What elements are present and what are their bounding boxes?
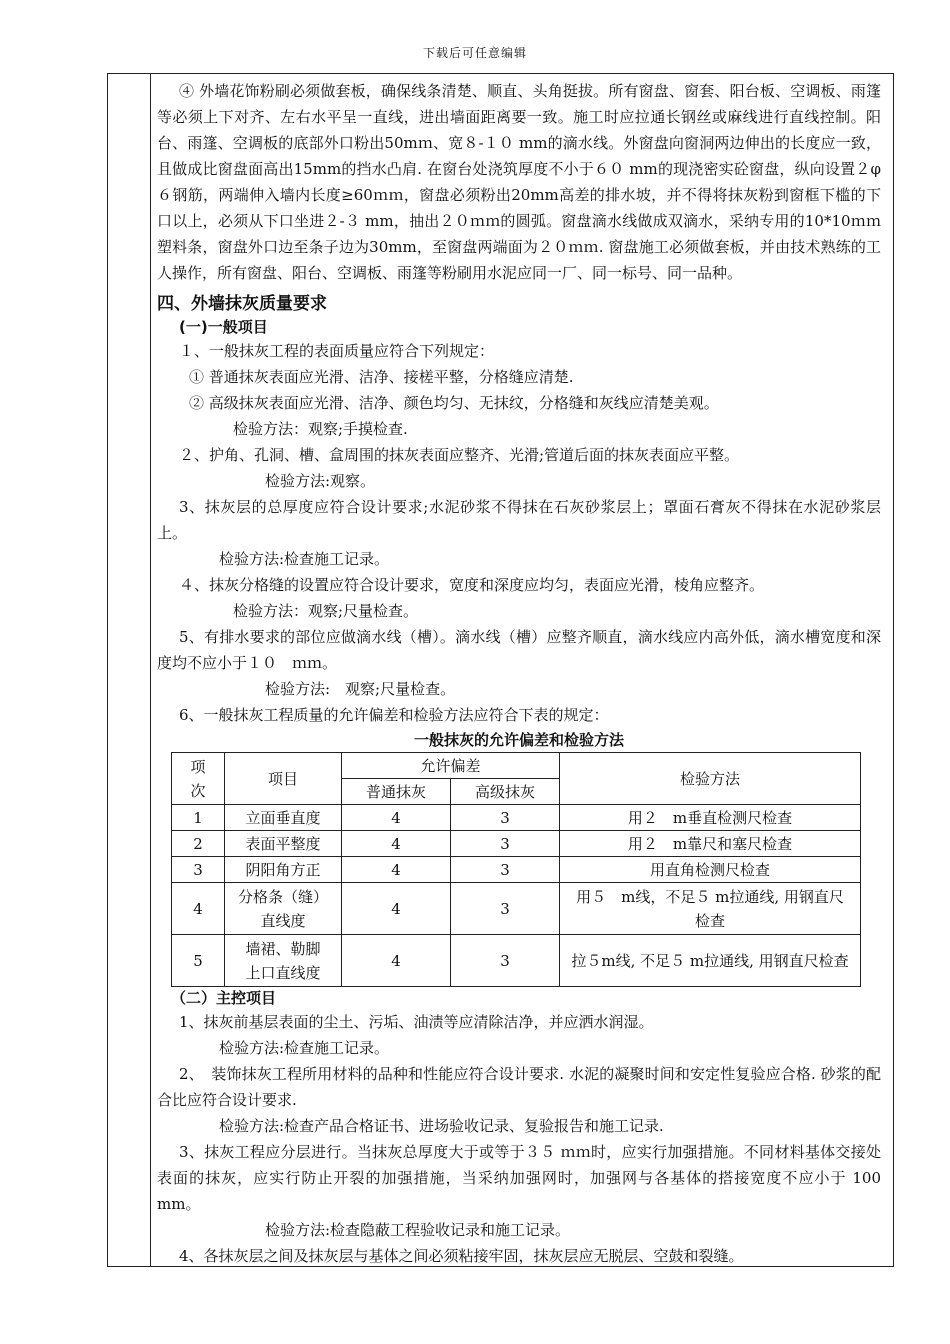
general-item-1a: ① 普通抹灰表面应光滑、洁净、接槎平整，分格缝应清楚.	[189, 368, 574, 386]
table-row	[172, 935, 861, 987]
general-item-5-check: 检验方法: 观察;尺量检查。	[265, 680, 456, 698]
main-item-2: 2、 装饰抹灰工程所用材料的品种和性能应符合设计要求. 水泥的凝聚时间和安定性复验应合格. 砂浆的配合比应符合设计要求.	[157, 1065, 881, 1109]
row-normal: 4	[342, 883, 451, 935]
main-item-1: 1、抹灰前基层表面的尘土、污垢、油渍等应清除洁净，并应洒水润湿。	[179, 1013, 654, 1031]
general-item-1: １、一般抹灰工程的表面质量应符合下列规定：	[179, 342, 495, 360]
row-normal: 4	[342, 805, 451, 831]
main-item-1-check: 检验方法:检查施工记录。	[219, 1039, 390, 1057]
table-title: 一般抹灰的允许偏差和检验方法	[413, 731, 624, 749]
main-item-2-check: 检验方法:检查产品合格证书、进场验收记录、复验报告和施工记录.	[219, 1117, 664, 1135]
row-advanced: 3	[451, 805, 560, 831]
row-advanced: 3	[451, 831, 560, 857]
header-tolerance: 允许偏差	[342, 753, 560, 779]
row-method: 用直角检测尺检查	[560, 857, 861, 883]
row-item: 分格条（缝） 直线度	[225, 883, 342, 935]
general-item-2-check: 检验方法:观察。	[265, 472, 376, 490]
page-header: 下载后可任意编辑	[422, 46, 527, 60]
general-item-4: ４、抹灰分格缝的设置应符合设计要求，宽度和深度应均匀，表面应光滑，棱角应整齐。	[179, 576, 765, 594]
tolerance-table	[171, 752, 861, 987]
table-row	[172, 883, 861, 935]
row-seq: 2	[172, 831, 225, 857]
row-normal: 4	[342, 831, 451, 857]
table-header-row	[172, 753, 861, 779]
main-item-4: 4、各抹灰层之间及抹灰层与基体之间必须粘接牢固，抹灰层应无脱层、空鼓和裂缝。	[179, 1247, 744, 1265]
general-item-1-check: 检验方法：观察;手摸检查.	[233, 420, 408, 438]
row-method: 拉５m线, 不足５ m拉通线, 用钢直尺检查	[560, 935, 861, 987]
row-seq: 5	[172, 935, 225, 987]
row-method: 用２ m垂直检测尺检查	[560, 805, 861, 831]
header-method: 检验方法	[560, 753, 861, 805]
table-row	[172, 831, 861, 857]
general-item-3-check: 检验方法:检查施工记录。	[219, 550, 390, 568]
table-row	[172, 805, 861, 831]
header-seq: 项 次	[172, 753, 225, 805]
general-item-1b: ② 高级抹灰表面应光滑、洁净、颜色均匀、无抹纹，分格缝和灰线应清楚美观。	[189, 394, 719, 412]
main-items-title: （二）主控项目	[171, 989, 277, 1007]
general-item-4-check: 检验方法：观察;尺量检查。	[233, 602, 419, 620]
row-seq: 4	[172, 883, 225, 935]
row-item: 墙裙、勒脚 上口直线度	[225, 935, 342, 987]
row-normal: 4	[342, 935, 451, 987]
general-item-2: ２、护角、孔洞、槽、盒周围的抹灰表面应整齐、光滑;管道后面的抹灰表面应平整。	[179, 446, 740, 464]
header-item: 项目	[225, 753, 342, 805]
general-item-3: 3、抹灰层的总厚度应符合设计要求;水泥砂浆不得抹在石灰砂浆层上；罩面石膏灰不得抹在水泥砂浆层上。	[157, 498, 881, 542]
row-advanced: 3	[451, 883, 560, 935]
left-column-divider	[150, 74, 151, 1266]
general-item-6: 6、一般抹灰工程质量的允许偏差和检验方法应符合下表的规定：	[179, 706, 609, 724]
document-content	[157, 78, 881, 1269]
row-item: 立面垂直度	[225, 805, 342, 831]
intro-paragraph: ④ 外墙花饰粉刷必须做套板，确保线条清楚、顺直、头角挺拔。所有窗盘、窗套、阳台板、空调板、雨篷等必须上下对齐、左右水平呈一直线，进出墙面距离要一致。施工时应拉通长钢丝或麻线进行直线控制。阳台、雨篷、空调板的底部外口粉出50mｍ、宽８-１０ mm的滴水线。外窗盘向窗洞两边伸出的长度应一致，且做成比窗盘面高出15mm的挡水凸肩. 在窗台处浇筑厚度不小于６０ mm的现浇密实砼窗盘，纵向设置２φ６钢筋，两端伸入墙内长度≥60ｍｍ，窗盘必须粉出20mm高差的排水坡，并不得将抹灰粉到窗框下槛的下口以上，必须从下口坐进２-３ mm，抽出２０ｍｍ的圆弧。窗盘滴水线做成双滴水，采纳专用的10*10ｍｍ塑料条，窗盘外口边至条子边为30mm，至窗盘两端面为２０ｍｍ. 窗盘施工必须做套板，并由技术熟练的工人操作，所有窗盘、阳台、空调板、雨篷等粉刷用水泥应同一厂、同一标号、同一品种。	[157, 82, 881, 282]
row-method: 用２ m靠尺和塞尺检查	[560, 831, 861, 857]
general-item-5: 5、有排水要求的部位应做滴水线（槽）。滴水线（槽）应整齐顺直，滴水线应内高外低，滴水槽宽度和深度均不应小于１０ ｍｍ。	[157, 628, 881, 672]
table-row	[172, 857, 861, 883]
main-item-3: 3、抹灰工程应分层进行。当抹灰总厚度大于或等于３５ ｍｍ时，应实行加强措施。不同材料基体交接处表面的抹灰，应实行防止开裂的加强措施，当采纳加强网时，加强网与各基体的搭接宽度不应小于 100 mm。	[157, 1143, 881, 1213]
main-item-3-check: 检验方法:检查隐蔽工程验收记录和施工记录。	[265, 1221, 571, 1239]
row-method: 用５ m线，不足５ m拉通线, 用钢直尺 检查	[560, 883, 861, 935]
row-seq: 3	[172, 857, 225, 883]
header-normal: 普通抹灰	[342, 779, 451, 805]
row-normal: 4	[342, 857, 451, 883]
general-items-title: (一)一般项目	[179, 318, 268, 336]
header-advanced: 高级抹灰	[451, 779, 560, 805]
section-title: 四、外墙抹灰质量要求	[157, 294, 327, 314]
row-advanced: 3	[451, 935, 560, 987]
row-item: 表面平整度	[225, 831, 342, 857]
row-advanced: 3	[451, 857, 560, 883]
row-seq: 1	[172, 805, 225, 831]
row-item: 阴阳角方正	[225, 857, 342, 883]
